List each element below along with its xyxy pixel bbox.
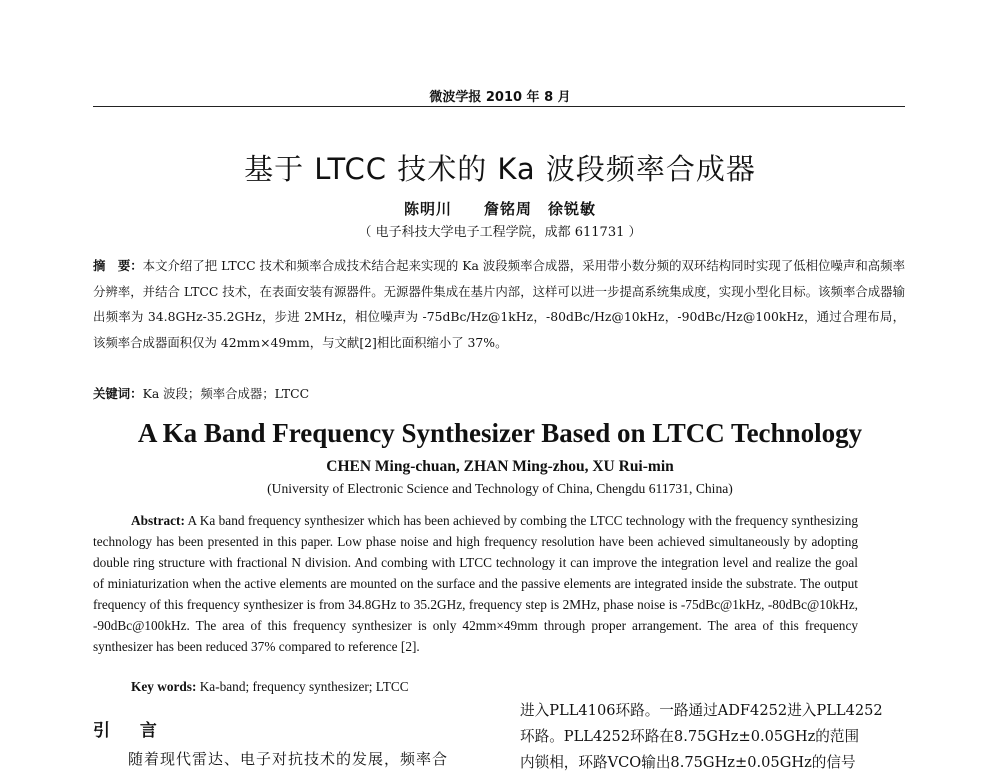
english-keywords bbox=[131, 679, 409, 695]
english-keywords-label: Key words: bbox=[131, 679, 197, 694]
chinese-abstract-text: 本文介绍了把 LTCC 技术和频率合成技术结合起来实现的 Ka 波段频率合成器，采用带小数分频的双环结构同时实现了低相位噪声和高频率分辨率，并结合 LTCC 技术，在表面安装有源器件。无源器件集成在基片内部，这样可以进一步提高系统集成度，实现小型化目标。该频率合成器输出频率为 34.8GHz-35.2GHz，步进 2MHz，相位噪声为 -75dBc/Hz@1kHz，-80dBc/Hz@10kHz，-90dBc/Hz@100kHz，通过合理布局，该频率合成器面积仅为 42mm×49mm，与文献[2]相比面积缩小了 37%。 bbox=[93, 258, 905, 350]
left-column-text: 随着现代雷达、电子对抗技术的发展，频率合 bbox=[128, 750, 449, 768]
right-column-line: 内锁相，环路VCO输出8.75GHz±0.05GHz的信号 bbox=[520, 754, 856, 771]
chinese-keywords-label: 关键词： bbox=[93, 386, 143, 401]
chinese-affiliation: （ 电子科技大学电子工程学院，成都 611731 ） bbox=[358, 225, 642, 240]
right-column-text bbox=[520, 698, 905, 776]
english-authors: CHEN Ming-chuan, ZHAN Ming-zhou, XU Rui-min bbox=[326, 458, 674, 475]
chinese-authors: 陈明川 詹铭周 徐锐敏 bbox=[403, 200, 596, 218]
chinese-keywords-text: Ka 波段；频率合成器；LTCC bbox=[142, 386, 310, 401]
english-abstract-label: Abstract: bbox=[131, 513, 185, 528]
right-column-line: 环路。PLL4252环路在8.75GHz±0.05GHz的范围 bbox=[520, 728, 860, 745]
english-affiliation: (University of Electronic Science and Technology of China, Chengdu 611731, China) bbox=[267, 481, 733, 496]
chinese-abstract bbox=[93, 253, 905, 355]
english-keywords-text: Ka-band; frequency synthesizer; LTCC bbox=[196, 679, 409, 694]
english-abstract-text: A Ka band frequency synthesizer which has been achieved by combing the LTCC technology with the frequency synthesizing technology has been presented in this paper. Low phase noise and high frequency resolution have been achieved simultaneously by adopting double ring structure with fractional N division. And combing with LTCC technology it can improve the integration level and realize the goal of miniaturization when the active elements are mounted on the surface and the passive elements are integrated inside the substrate. The output frequency of this frequency synthesizer is from 34.8GHz to 35.2GHz, frequency step is 2MHz, phase noise is -75dBc@1kHz, -80dBc@10kHz, -90dBc@100kHz. The area of this frequency synthesizer is only 42mm×49mm through proper arrangement. The area of this frequency synthesizer has been reduced 37% compared to reference [2]. bbox=[93, 513, 858, 654]
english-abstract bbox=[93, 510, 858, 657]
english-title: A Ka Band Frequency Synthesizer Based on LTCC Technology bbox=[137, 418, 863, 448]
chinese-abstract-label: 摘 要： bbox=[93, 258, 143, 273]
chinese-keywords bbox=[93, 384, 905, 402]
section-title-intro: 引 言 bbox=[93, 721, 169, 741]
right-column-line: 进入PLL4106环路。一路通过ADF4252进入PLL4252 bbox=[520, 702, 883, 719]
chinese-title: 基于 LTCC 技术的 Ka 波段频率合成器 bbox=[244, 152, 756, 186]
header-rule bbox=[93, 106, 905, 107]
journal-header: 微波学报 2010 年 8 月 bbox=[429, 90, 571, 105]
